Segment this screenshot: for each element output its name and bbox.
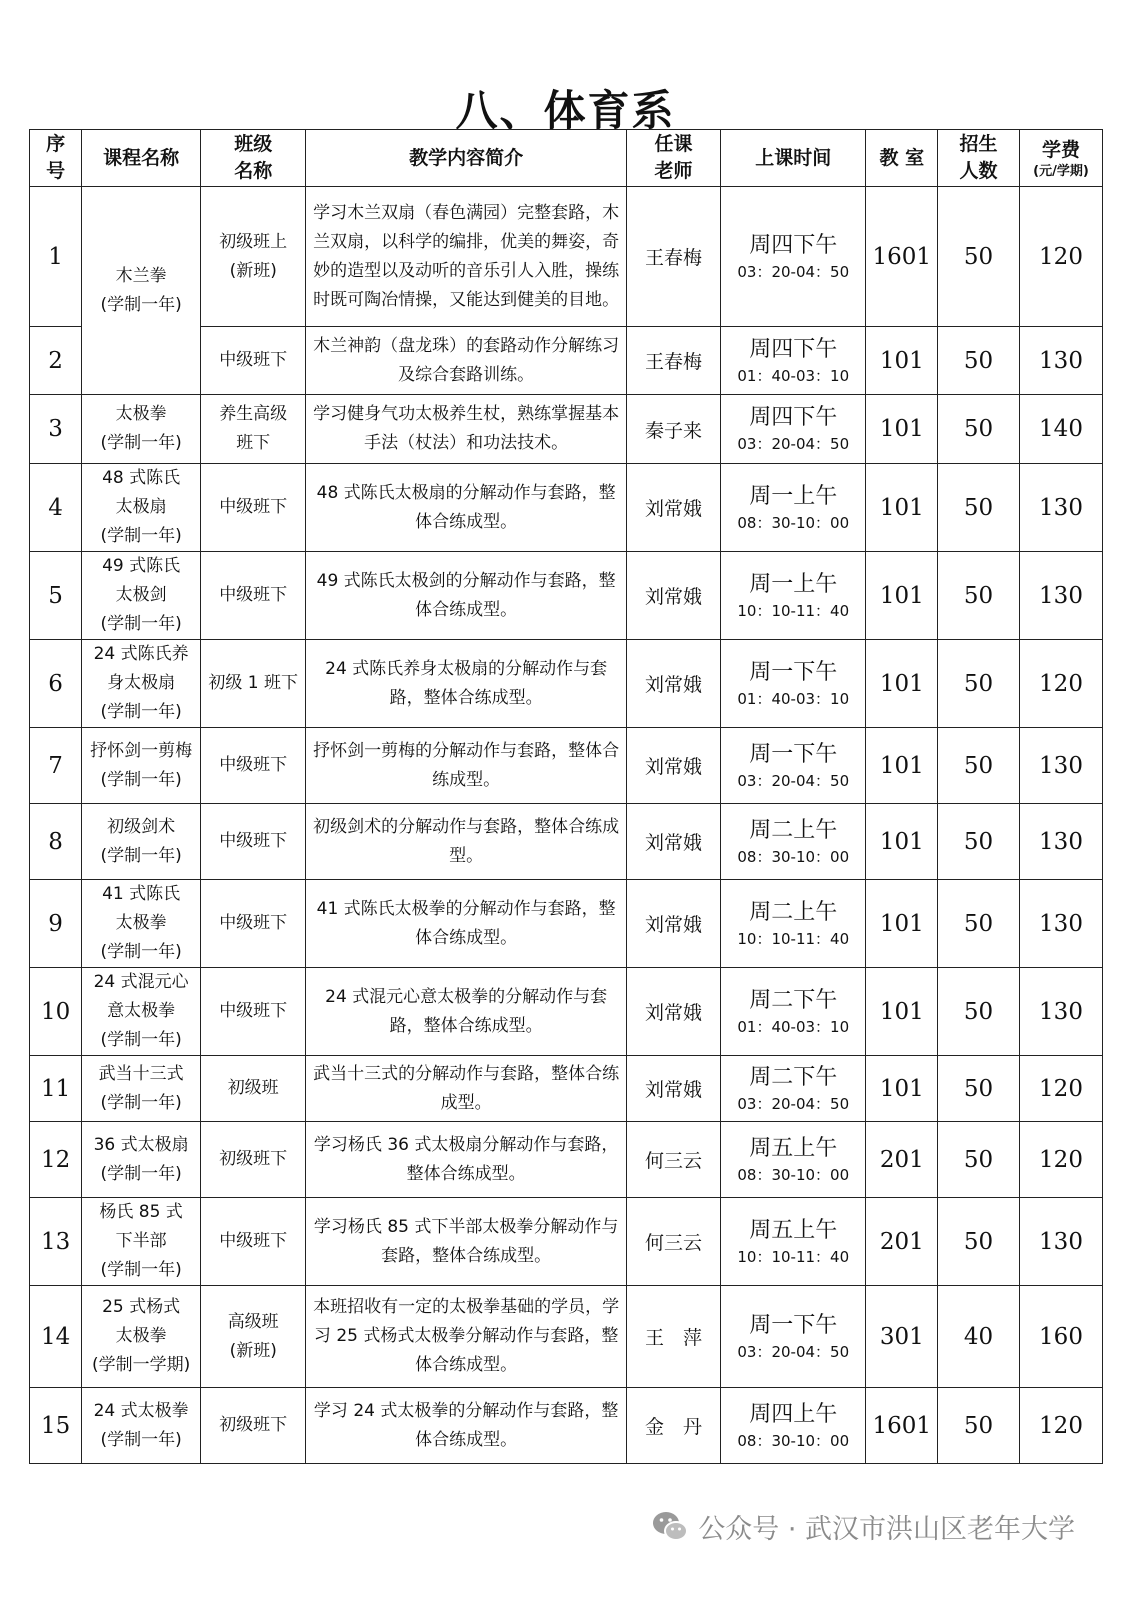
class-hours: 03：20-04：50 [737, 771, 850, 790]
class-time [721, 464, 866, 552]
course-description: 初级剑术的分解动作与套路，整体合练成型。 [306, 804, 626, 880]
row-number: 4 [30, 464, 82, 552]
tuition-fee: 130 [1020, 552, 1103, 640]
table-row [30, 1286, 1103, 1388]
course-name: 24 式太极拳 (学制一年) [82, 1388, 201, 1464]
watermark-text: 公众号 · 武汉市洪山区老年大学 [698, 1513, 1075, 1545]
class-name: 中级班下 [200, 464, 305, 552]
row-number: 10 [30, 968, 82, 1056]
table-row [30, 804, 1103, 880]
header-fee-unit: (元/学期) [1033, 163, 1089, 179]
table-row [30, 880, 1103, 968]
class-time [721, 804, 866, 880]
teacher-name: 刘常娥 [626, 552, 720, 640]
enrollment-capacity: 50 [938, 395, 1020, 464]
teacher-name: 王春梅 [626, 187, 720, 327]
teacher-name: 刘常娥 [626, 640, 720, 728]
enrollment-capacity: 50 [938, 640, 1020, 728]
enrollment-capacity: 40 [938, 1286, 1020, 1388]
course-name: 49 式陈氏 太极剑 (学制一年) [82, 552, 201, 640]
header-row [30, 130, 1103, 187]
course-name: 25 式杨式 太极拳 (学制一学期) [82, 1286, 201, 1388]
class-day: 周四下午 [749, 405, 838, 430]
table-row [30, 1056, 1103, 1122]
course-description: 48 式陈氏太极扇的分解动作与套路，整体合练成型。 [306, 464, 626, 552]
course-description: 抒怀剑一剪梅的分解动作与套路，整体合练成型。 [306, 728, 626, 804]
class-hours: 10：10-11：40 [737, 1247, 850, 1266]
row-number: 7 [30, 728, 82, 804]
course-description: 武当十三式的分解动作与套路，整体合练成型。 [306, 1056, 626, 1122]
class-name: 中级班下 [200, 327, 305, 395]
course-description: 49 式陈氏太极剑的分解动作与套路，整体合练成型。 [306, 552, 626, 640]
teacher-name: 刘常娥 [626, 968, 720, 1056]
teacher-name: 刘常娥 [626, 880, 720, 968]
class-hours: 10：10-11：40 [737, 929, 850, 948]
class-day: 周四下午 [749, 336, 838, 362]
class-name: 中级班下 [200, 1198, 305, 1286]
classroom: 101 [866, 1056, 938, 1122]
class-hours: 03：20-04：50 [737, 435, 850, 453]
tuition-fee: 130 [1020, 880, 1103, 968]
classroom: 101 [866, 552, 938, 640]
tuition-fee: 120 [1020, 1122, 1103, 1198]
teacher-name: 刘常娥 [626, 464, 720, 552]
course-description: 24 式混元心意太极拳的分解动作与套路，整体合练成型。 [306, 968, 626, 1056]
classroom: 1601 [866, 1388, 938, 1464]
class-hours: 01：40-03：10 [737, 689, 850, 708]
tuition-fee: 130 [1020, 804, 1103, 880]
course-description: 24 式陈氏养身太极扇的分解动作与套路，整体合练成型。 [306, 640, 626, 728]
tuition-fee: 120 [1020, 640, 1103, 728]
teacher-name: 何三云 [626, 1198, 720, 1286]
class-day: 周五上午 [749, 1135, 838, 1161]
class-name: 初级班 [200, 1056, 305, 1122]
classroom: 101 [866, 968, 938, 1056]
classroom: 101 [866, 880, 938, 968]
class-hours: 03：20-04：50 [737, 1094, 850, 1113]
course-name: 41 式陈氏 太极拳 (学制一年) [82, 880, 201, 968]
class-day: 周四下午 [749, 232, 838, 258]
row-number: 13 [30, 1198, 82, 1286]
class-time [721, 1122, 866, 1198]
class-name: 中级班下 [200, 804, 305, 880]
class-day: 周一上午 [749, 483, 838, 509]
classroom: 101 [866, 804, 938, 880]
course-name: 初级剑术 (学制一年) [82, 804, 201, 880]
class-time [721, 1056, 866, 1122]
class-day: 周五上午 [749, 1217, 838, 1243]
course-description: 学习杨氏 36 式太极扇分解动作与套路，整体合练成型。 [306, 1122, 626, 1198]
class-time [721, 327, 866, 395]
course-name: 36 式太极扇 (学制一年) [82, 1122, 201, 1198]
class-name: 中级班下 [200, 728, 305, 804]
course-name: 48 式陈氏 太极扇 (学制一年) [82, 464, 201, 552]
table-row [30, 552, 1103, 640]
enrollment-capacity: 50 [938, 968, 1020, 1056]
tuition-fee: 120 [1020, 1388, 1103, 1464]
class-hours: 01：40-03：10 [737, 366, 850, 385]
classroom: 1601 [866, 187, 938, 327]
tuition-fee: 120 [1020, 1056, 1103, 1122]
teacher-name: 刘常娥 [626, 1056, 720, 1122]
row-number: 5 [30, 552, 82, 640]
course-name: 杨氏 85 式 下半部 (学制一年) [82, 1198, 201, 1286]
header-room: 教 室 [866, 130, 938, 187]
header-class: 班级 名称 [200, 130, 305, 187]
teacher-name: 刘常娥 [626, 804, 720, 880]
header-course: 课程名称 [82, 130, 201, 187]
table-row [30, 464, 1103, 552]
enrollment-capacity: 50 [938, 1056, 1020, 1122]
class-hours: 08：30-10：00 [737, 1165, 850, 1184]
tuition-fee: 120 [1020, 187, 1103, 327]
table-row [30, 728, 1103, 804]
header-teacher: 任课 老师 [626, 130, 720, 187]
header-desc: 教学内容简介 [306, 130, 626, 187]
class-name: 初级班上 (新班) [200, 187, 305, 327]
table-row [30, 1388, 1103, 1464]
enrollment-capacity: 50 [938, 464, 1020, 552]
teacher-name: 王春梅 [626, 327, 720, 395]
class-name: 初级班下 [200, 1388, 305, 1464]
class-time [721, 395, 866, 464]
table-row [30, 395, 1103, 464]
classroom: 101 [866, 464, 938, 552]
row-number: 3 [30, 395, 82, 464]
enrollment-capacity: 50 [938, 804, 1020, 880]
tuition-fee: 130 [1020, 1198, 1103, 1286]
row-number: 8 [30, 804, 82, 880]
class-name: 高级班 (新班) [200, 1286, 305, 1388]
class-day: 周四上午 [749, 1401, 838, 1427]
row-number: 11 [30, 1056, 82, 1122]
course-description: 学习健身气功太极养生杖，熟练掌握基本手法（杖法）和功法技术。 [306, 395, 626, 464]
wechat-icon [650, 1506, 690, 1546]
course-name: 24 式陈氏养 身太极扇 (学制一年) [82, 640, 201, 728]
classroom: 201 [866, 1122, 938, 1198]
class-time [721, 1286, 866, 1388]
class-day: 周二下午 [749, 987, 838, 1013]
course-description: 木兰神韵（盘龙珠）的套路动作分解练习及综合套路训练。 [306, 327, 626, 395]
class-day: 周二下午 [749, 1064, 838, 1090]
course-name: 24 式混元心 意太极拳 (学制一年) [82, 968, 201, 1056]
class-time [721, 552, 866, 640]
class-hours: 03：20-04：50 [737, 1342, 850, 1361]
class-time [721, 1198, 866, 1286]
classroom: 301 [866, 1286, 938, 1388]
tuition-fee: 130 [1020, 327, 1103, 395]
class-name: 中级班下 [200, 880, 305, 968]
enrollment-capacity: 50 [938, 552, 1020, 640]
course-description: 学习杨氏 85 式下半部太极拳分解动作与套路，整体合练成型。 [306, 1198, 626, 1286]
class-name: 中级班下 [200, 552, 305, 640]
class-day: 周二上午 [749, 817, 838, 843]
table-row [30, 1122, 1103, 1198]
class-day: 周一下午 [749, 1312, 838, 1338]
class-time [721, 880, 866, 968]
class-hours: 08：30-10：00 [737, 1431, 850, 1450]
classroom: 201 [866, 1198, 938, 1286]
course-description: 学习木兰双扇（春色满园）完整套路，木兰双扇，以科学的编排，优美的舞姿，奇妙的造型以及动听的音乐引人入胜，操练时既可陶冶情操，又能达到健美的目地。 [306, 187, 626, 327]
enrollment-capacity: 50 [938, 327, 1020, 395]
class-time [721, 1388, 866, 1464]
table-row [30, 640, 1103, 728]
class-hours: 08：30-10：00 [737, 847, 850, 866]
class-hours: 08：30-10：00 [737, 513, 850, 532]
row-number: 12 [30, 1122, 82, 1198]
classroom: 101 [866, 728, 938, 804]
classroom: 101 [866, 327, 938, 395]
class-name: 中级班下 [200, 968, 305, 1056]
enrollment-capacity: 50 [938, 728, 1020, 804]
enrollment-capacity: 50 [938, 1198, 1020, 1286]
tuition-fee: 160 [1020, 1286, 1103, 1388]
course-description: 本班招收有一定的太极拳基础的学员，学习 25 式杨式太极拳分解动作与套路，整体合练成型。 [306, 1286, 626, 1388]
course-name: 木兰拳 (学制一年) [82, 187, 201, 395]
class-time [721, 728, 866, 804]
tuition-fee: 130 [1020, 728, 1103, 804]
enrollment-capacity: 50 [938, 880, 1020, 968]
header-fee: 学费 (元/学期) [1020, 130, 1103, 187]
class-day: 周二上午 [749, 899, 838, 925]
header-capacity: 招生 人数 [938, 130, 1020, 187]
teacher-name: 何三云 [626, 1122, 720, 1198]
classroom: 101 [866, 395, 938, 464]
row-number: 1 [30, 187, 82, 327]
class-day: 周一上午 [749, 571, 838, 597]
teacher-name: 王 萍 [626, 1286, 720, 1388]
class-hours: 01：40-03：10 [737, 1017, 850, 1036]
class-time [721, 968, 866, 1056]
row-number: 9 [30, 880, 82, 968]
table-row [30, 968, 1103, 1056]
enrollment-capacity: 50 [938, 1122, 1020, 1198]
teacher-name: 金 丹 [626, 1388, 720, 1464]
course-name: 抒怀剑一剪梅 (学制一年) [82, 728, 201, 804]
enrollment-capacity: 50 [938, 187, 1020, 327]
class-day: 周一下午 [749, 659, 838, 685]
teacher-name: 秦子来 [626, 395, 720, 464]
class-hours: 03：20-04：50 [737, 262, 850, 281]
class-time [721, 640, 866, 728]
class-day: 周一下午 [749, 741, 838, 767]
watermark [650, 1506, 1075, 1546]
class-hours: 10：10-11：40 [737, 601, 850, 620]
teacher-name: 刘常娥 [626, 728, 720, 804]
class-name: 养生高级 班下 [200, 395, 305, 464]
row-number: 15 [30, 1388, 82, 1464]
header-no: 序 号 [30, 130, 82, 187]
tuition-fee: 140 [1020, 395, 1103, 464]
course-name: 武当十三式 (学制一年) [82, 1056, 201, 1122]
class-time [721, 187, 866, 327]
table-row [30, 1198, 1103, 1286]
class-name: 初级 1 班下 [200, 640, 305, 728]
course-name: 太极拳 (学制一年) [82, 395, 201, 464]
header-time: 上课时间 [721, 130, 866, 187]
table-row [30, 187, 1103, 327]
row-number: 14 [30, 1286, 82, 1388]
page-title: 八、体育系 [455, 86, 676, 135]
tuition-fee: 130 [1020, 464, 1103, 552]
tuition-fee: 130 [1020, 968, 1103, 1056]
class-name: 初级班下 [200, 1122, 305, 1198]
row-number: 6 [30, 640, 82, 728]
course-description: 学习 24 式太极拳的分解动作与套路，整体合练成型。 [306, 1388, 626, 1464]
course-table [29, 129, 1103, 1464]
enrollment-capacity: 50 [938, 1388, 1020, 1464]
course-description: 41 式陈氏太极拳的分解动作与套路，整体合练成型。 [306, 880, 626, 968]
classroom: 101 [866, 640, 938, 728]
row-number: 2 [30, 327, 82, 395]
